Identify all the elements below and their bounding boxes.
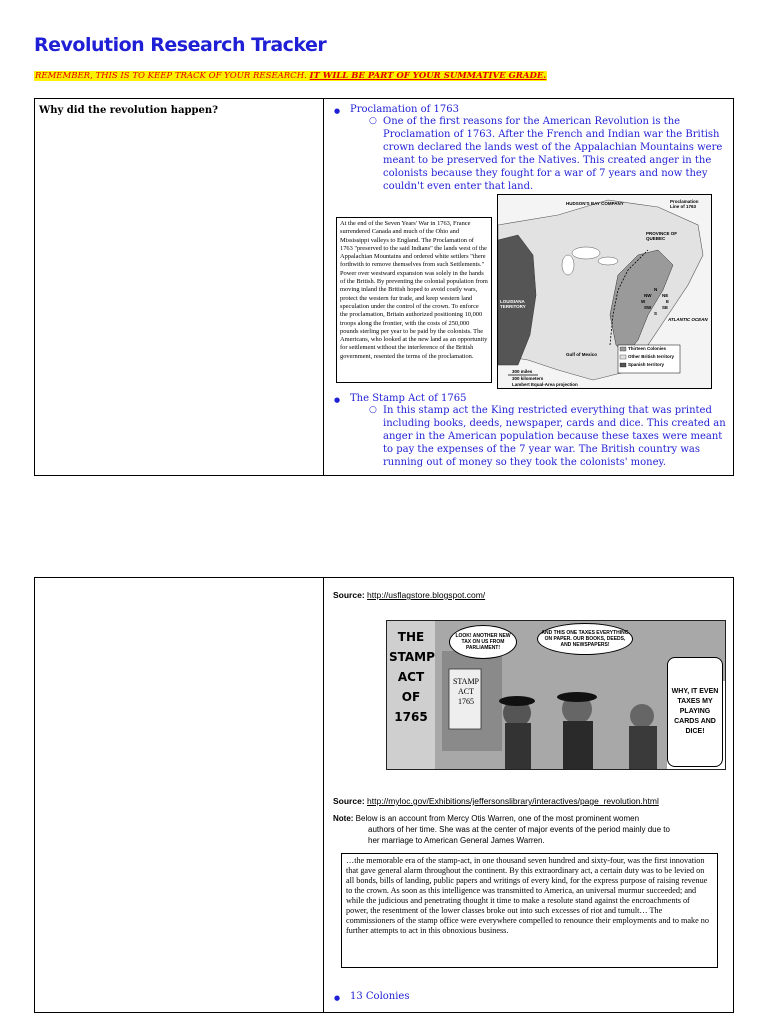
map-legend-british: Other British territory bbox=[628, 354, 675, 359]
question-cell-empty[interactable] bbox=[35, 578, 324, 1013]
proclamation-excerpt-image: At the end of the Seven Years' War in 1763, France surrendered Canada and much of the Ohio and Mississippi valleys to England. The Proclamation of 1763 "preserved to the said Indians" the lands west of the Appalachian Mountains and ordered white settlers "there forthwith to remove themselves from such Settlements." Power over westward expansion was solely in the hands of the British. By preventing the colonial population from moving inland the British hoped to avoid costly wars, protect the western fur trade, and keep western land speculation under the control of the crown. To enforce the proclamation, Britain authorized positioning 10,000 troops along the frontier, with the costs of 250,000 pounds sterling per year to be paid by the colonists. The Americans, who looked at the new land as an opportunity for settlement without the interference of the British government, resented the terms of the proclamation. bbox=[336, 217, 492, 383]
note-line-3: her marriage to American General James Warren. bbox=[368, 836, 545, 845]
note-block bbox=[333, 813, 713, 846]
map-label-atlantic: ATLANTIC OCEAN bbox=[668, 317, 708, 322]
cartoon-poster: STAMP ACT 1765 bbox=[452, 677, 480, 706]
map-label-scale-km: 300 kilometers bbox=[512, 376, 544, 381]
map-label-gulf: Gulf of Mexico bbox=[566, 352, 598, 357]
stamp-act-cartoon-image bbox=[386, 620, 726, 770]
bullet-stamp-act: ● The Stamp Act of 1765 bbox=[324, 393, 733, 404]
bullet-proclamation: ● Proclamation of 1763 bbox=[324, 104, 733, 115]
stamp-act-notes: ○ In this stamp act the King restricted everything that was printed including books, deeds, newspaper, cards and dice. This created an anger in the American population because these taxes were meant to pay the expenses of the 7 year war. The British country was running out of money so they took the colonists' money. bbox=[383, 404, 727, 469]
warren-quote-image: …the memorable era of the stamp-act, in one thousand seven hundred and sixty-four, was the first innovation that gave general alarm throughout the continent. By this extraordinary act, a certain duty was to be levied on all bonds, bills of landing, public papers and writings of every kind, for the express purpose of raising revenue to the crown. As soon as this intelligence was transmitted to America, an universal murmur succeeded; and while the judicious and penetrating thought it time to make a resolute stand against the encroachments of power, the resentment of the lower classes broke out into such excesses of riot and tumult… The commissioners of the stamp office were everywhere compelled to renounce their employments and to make no further attempts to act in this obnoxious business. bbox=[341, 853, 718, 968]
proclamation-map-image bbox=[497, 194, 712, 389]
cartoon-bubble-3: WHY, IT EVEN TAXES MY PLAYING CARDS AND DICE! bbox=[667, 657, 723, 767]
bullet-13-colonies: ● 13 Colonies bbox=[324, 991, 733, 1002]
colonies-section bbox=[324, 987, 733, 1002]
map-compass-n: N bbox=[654, 287, 658, 292]
research-table-1 bbox=[34, 98, 734, 476]
source-1-link[interactable]: http://usflagstore.blogspot.com/ bbox=[367, 590, 486, 600]
note-line-2: authors of her time. She was at the center of major events of the period mainly due to bbox=[368, 825, 670, 834]
map-label-hudson: HUDSON'S BAY COMPANY bbox=[566, 201, 624, 206]
reminder-emphasis: IT WILL BE PART OF YOUR SUMMATIVE GRADE. bbox=[309, 71, 547, 81]
map-label-projection: Lambert Equal-Area projection bbox=[512, 382, 578, 387]
stamp-act-section bbox=[324, 389, 733, 469]
cartoon-bubble-1: LOOK! ANOTHER NEW TAX ON US FROM PARLIAMENT! bbox=[449, 625, 517, 659]
reminder-banner bbox=[34, 71, 547, 81]
answer-cell-2[interactable] bbox=[324, 578, 734, 1013]
map-compass-se: SE bbox=[662, 305, 669, 310]
map-compass-sw: SW bbox=[644, 305, 652, 310]
source-1-label: Source: bbox=[333, 590, 365, 600]
cartoon-title: THE STAMP ACT OF 1765 bbox=[389, 630, 435, 724]
reminder-text: REMEMBER, THIS IS TO KEEP TRACK OF YOUR RESEARCH. bbox=[35, 71, 310, 81]
note-label: Note: bbox=[333, 814, 354, 823]
map-legend-spanish: Spanish territory bbox=[628, 362, 665, 367]
source-2-label: Source: bbox=[333, 796, 365, 806]
map-compass-e: E bbox=[666, 299, 670, 304]
question-text: Why did the revolution happen? bbox=[39, 105, 219, 116]
page-title: Revolution Research Tracker bbox=[34, 34, 327, 56]
map-label-quebec: PROVINCE OF QUEBEC bbox=[646, 231, 678, 241]
map-legend-colonies: Thirteen Colonies bbox=[628, 346, 667, 351]
cartoon-bubble-2: AND THIS ONE TAXES EVERYTHING ON PAPER. OUR BOOKS, DEEDS, AND NEWSPAPERS! bbox=[537, 623, 633, 655]
map-label-scale-miles: 300 miles bbox=[512, 369, 533, 374]
question-cell[interactable] bbox=[35, 99, 324, 476]
map-drawing bbox=[498, 195, 711, 388]
source-2-link[interactable]: http://myloc.gov/Exhibitions/jeffersonslibrary/interactives/page_revolution.html bbox=[367, 796, 659, 806]
map-compass-s: S bbox=[654, 311, 658, 316]
source-1 bbox=[333, 590, 485, 600]
note-line-1: Below is an account from Mercy Otis Warren, one of the most prominent women bbox=[353, 814, 640, 823]
research-table-2 bbox=[34, 577, 734, 1013]
answer-cell[interactable] bbox=[324, 99, 734, 476]
map-compass-nw: NW bbox=[644, 293, 652, 298]
map-compass-ne: NE bbox=[662, 293, 669, 298]
map-label-proc-line: Proclamation Line of 1763 bbox=[670, 199, 699, 209]
proclamation-notes: ○ One of the first reasons for the American Revolution is the Proclamation of 1763. After the French and Indian war the British crown declared the lands west of the Appalachian Mountains were meant to be preserved for the Natives. This created anger in the colonists because they fought for a war of 7 years and now they couldn't even enter that land. bbox=[383, 115, 727, 193]
map-compass-w: W bbox=[641, 299, 646, 304]
map-label-louisiana: LOUISIANA TERRITORY bbox=[500, 299, 526, 309]
source-2 bbox=[333, 796, 659, 806]
